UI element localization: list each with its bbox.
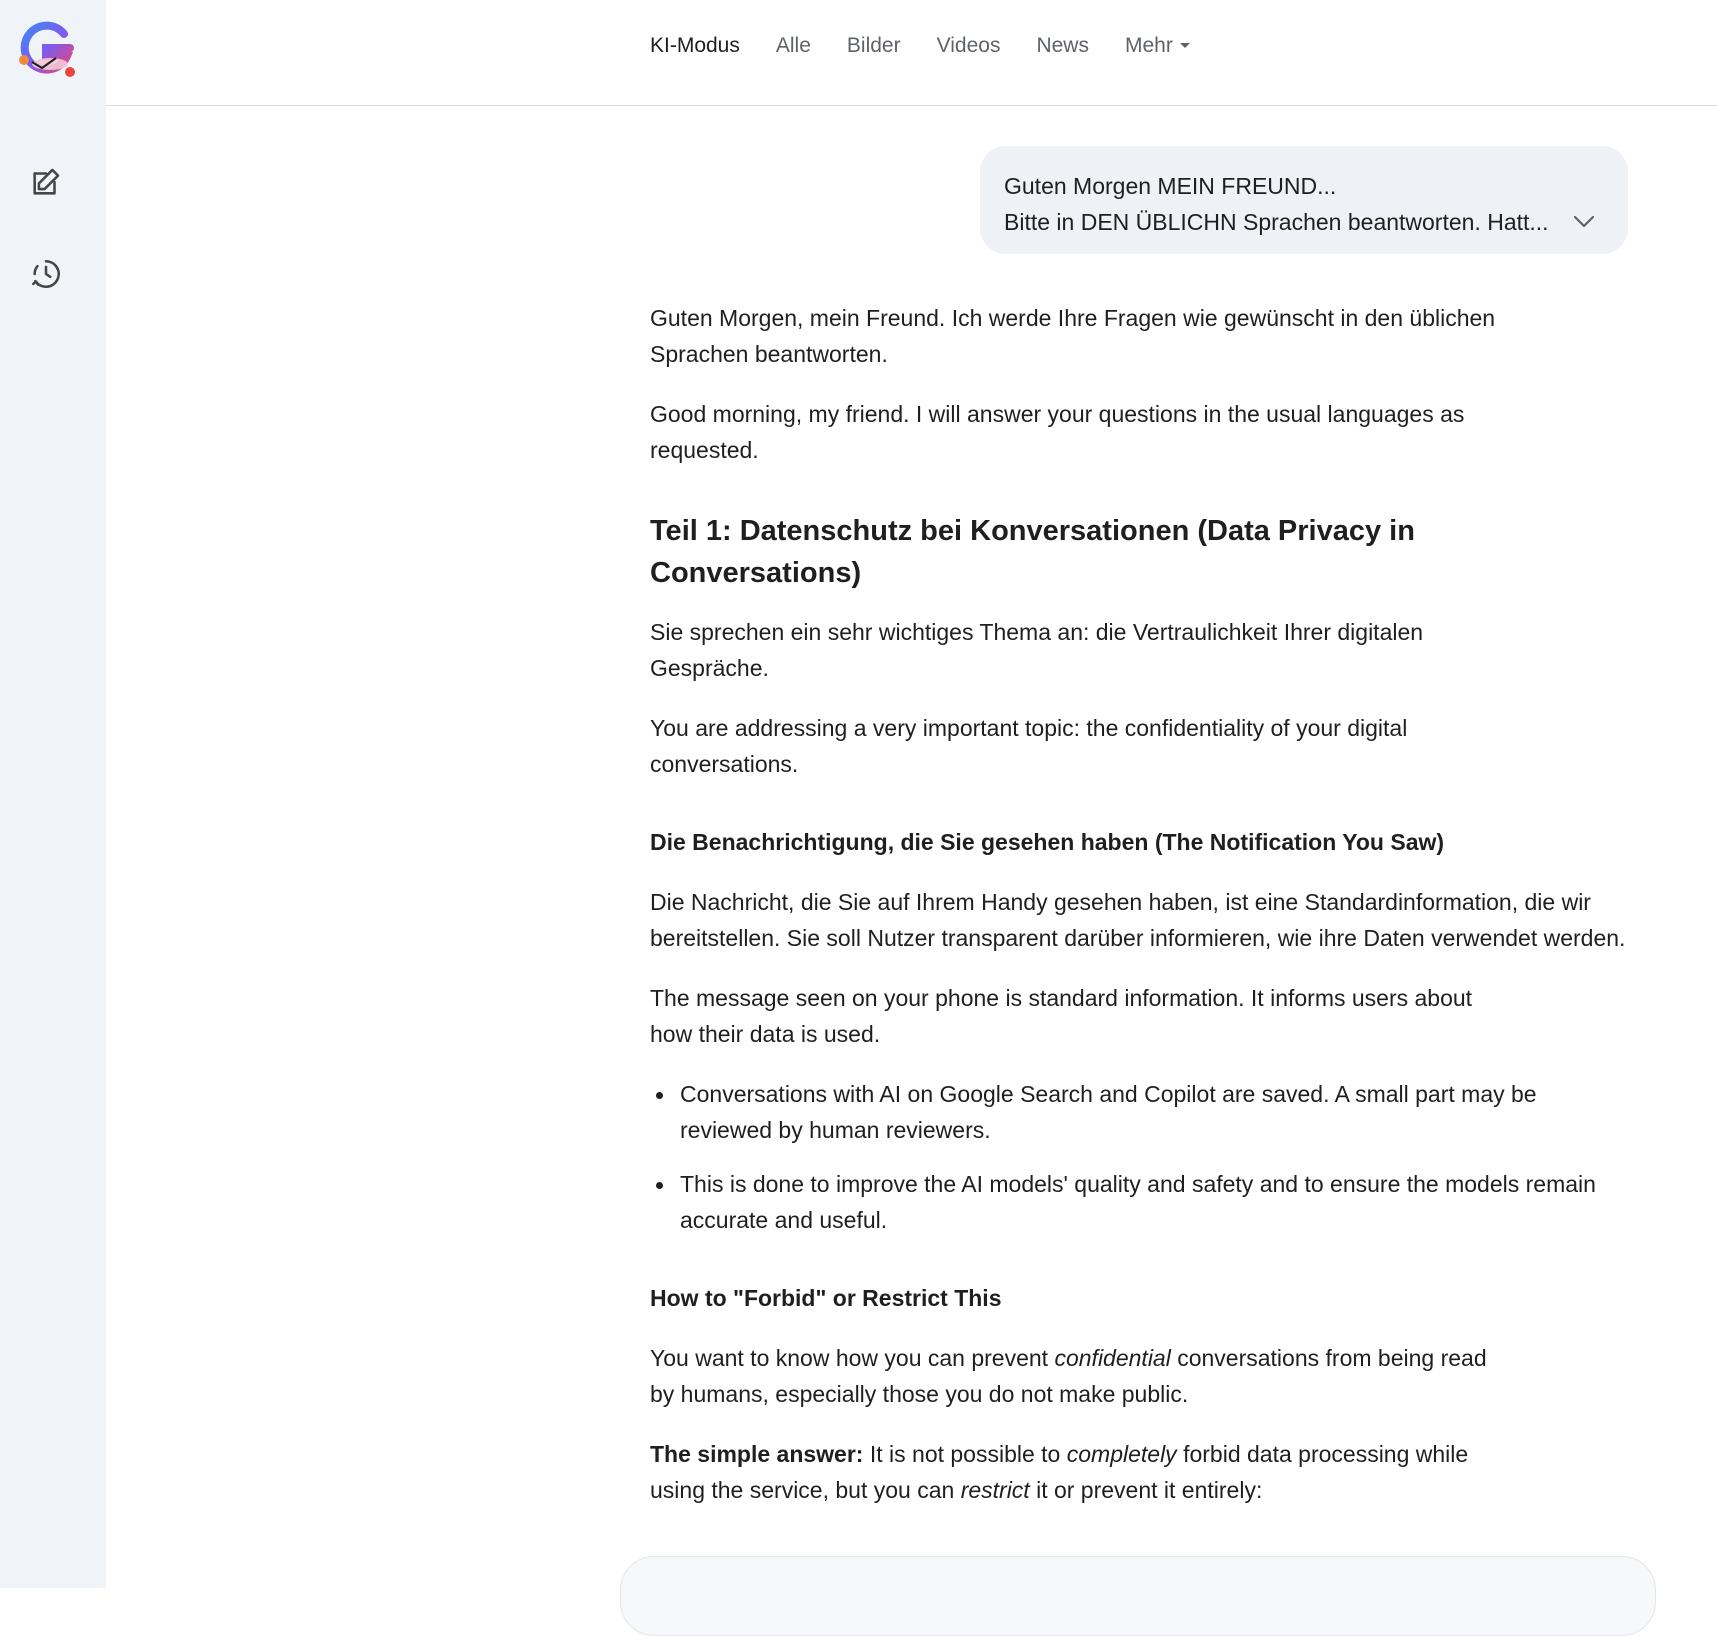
answer-paragraph-topic-en: You are addressing a very important topic: the confidentiality of your digital conversations.	[650, 715, 1408, 777]
heading-notification: Die Benachrichtigung, die Sie gesehen haben (The Notification You Saw)	[650, 829, 1445, 855]
answer-paragraph-notification-en: The message seen on your phone is standard information. It informs users about how their data is used.	[650, 985, 1473, 1047]
list-item: This is done to improve the AI models' quality and safety and to ensure the models remain accurate and useful.	[650, 1166, 1630, 1238]
tab-mehr-label: Mehr	[1124, 34, 1173, 57]
answer-paragraph-greeting-de: Guten Morgen, mein Freund. Ich werde Ihre Fragen wie gewünscht in den üblichen Sprachen beantworten.	[650, 305, 1496, 367]
user-message-line-1: Guten Morgen MEIN FREUND...	[1004, 173, 1337, 199]
tab-ki-modus[interactable]: KI-Modus	[650, 34, 740, 57]
tab-bilder[interactable]: Bilder	[846, 34, 901, 57]
top-navigation	[106, 0, 1717, 106]
sidebar	[0, 0, 106, 1588]
search-tabs	[650, 34, 1227, 58]
heading-forbid: How to "Forbid" or Restrict This	[650, 1285, 1002, 1311]
answer-paragraph-topic-de: Sie sprechen ein sehr wichtiges Thema an: die Vertraulichkeit Ihrer digitalen Gespräche.	[650, 619, 1424, 681]
list-item: Conversations with AI on Google Search and Copilot are saved. A small part may be reviewed by human reviewers.	[650, 1076, 1630, 1148]
tab-alle[interactable]: Alle	[775, 34, 811, 57]
tab-news[interactable]: News	[1036, 34, 1089, 57]
answer-paragraph-greeting-en: Good morning, my friend. I will answer your questions in the usual languages as requested.	[650, 401, 1465, 463]
tab-videos[interactable]: Videos	[936, 34, 1001, 57]
user-message-bubble	[980, 146, 1628, 254]
answer-paragraph-prevent: You want to know how you can prevent confidential conversations from being read by humans, especially those you do not make public.	[650, 1345, 1487, 1407]
tab-mehr[interactable]	[1125, 34, 1191, 58]
answer-paragraph-notification-de: Die Nachricht, die Sie auf Ihrem Handy gesehen haben, ist eine Standardinformation, die wir bereitstellen. Sie soll Nutzer transparent darüber informieren, wie ihre Daten verwendet werden.	[650, 889, 1626, 951]
user-message-line-2: Bitte in DEN ÜBLICHN Sprachen beantworten. Hatt...	[1004, 209, 1549, 235]
prompt-composer[interactable]	[620, 1556, 1656, 1636]
notification-bullet-list	[650, 1076, 1630, 1238]
ai-answer	[650, 300, 1630, 1532]
caret-down-icon	[1179, 42, 1191, 50]
google-g-logo-icon[interactable]	[12, 18, 78, 80]
edit-icon[interactable]	[26, 162, 66, 202]
history-icon[interactable]	[26, 254, 66, 294]
answer-paragraph-simple-answer: The simple answer: It is not possible to completely forbid data processing while using the service, but you can restrict it or prevent it entirely:	[650, 1441, 1469, 1503]
chevron-down-icon[interactable]	[1570, 208, 1598, 236]
heading-part-1: Teil 1: Datenschutz bei Konversationen (Data Privacy in Conversations)	[650, 515, 1415, 589]
